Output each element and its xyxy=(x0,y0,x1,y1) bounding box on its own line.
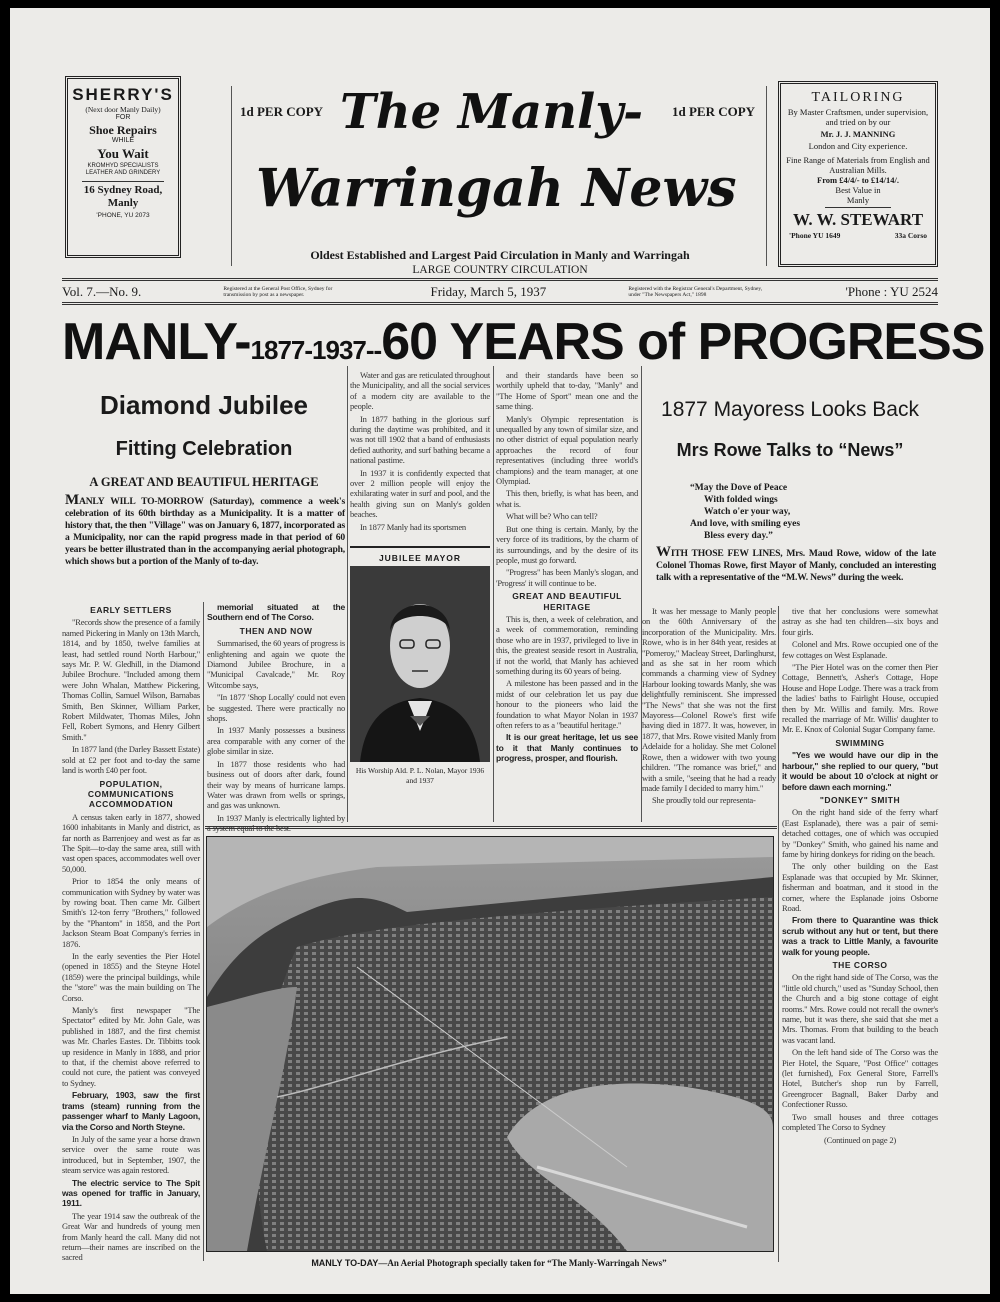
ad-phone: 'PHONE, YU 2073 xyxy=(96,211,150,219)
paragraph: In 1877 land (the Darley Bassett Estate) sold at £2 per foot and to-day the same land is worth £40 per foot. xyxy=(62,744,200,776)
column-1 xyxy=(62,602,200,1265)
paragraph: tive that her conclusions were somewhat astray as she had ten children—six boys and four girls. xyxy=(782,606,938,637)
headline-years: 1877-1937-- xyxy=(250,335,382,365)
ad-specialty: KROMHYD SPECIALISTS xyxy=(87,163,159,170)
registration-note: Registered at the General Post Office, Sydney for transmission by post as a newspaper. xyxy=(223,286,333,298)
masthead-circulation: LARGE COUNTRY CIRCULATION xyxy=(412,264,588,276)
paragraph: "Progress" has been Manly's slogan, and 'Progress' it will continue to be. xyxy=(496,567,638,588)
paragraph: In the early seventies the Pier Hotel (opened in 1855) and the Steyne Hotel (1859) were the principal buildings, while the "store" was the main building on The Corso. xyxy=(62,951,200,1003)
paragraph: A milestone has been passed and in the midst of our celebration let us pay due honour to the pioneers who laid the foundation to what Mayor Nolan in 1937 often refers to as a "beautiful heritage." xyxy=(496,678,638,730)
paragraph: Two small houses and three cottages completed The Corso to Sydney xyxy=(782,1111,938,1133)
paragraph: In 1877 Manly had its sportsmen xyxy=(360,521,466,532)
ad-while: WHILE xyxy=(111,137,135,145)
main-headline xyxy=(62,312,985,372)
mayor-heading: JUBILEE MAYOR xyxy=(378,553,462,563)
ad-line: You Wait xyxy=(97,145,149,161)
paragraph: Colonel and Mrs. Rowe occupied one of the few cottages on West Esplanade. xyxy=(782,639,938,660)
paragraph: memorial situated at the Southern end of The Corso. xyxy=(207,602,345,623)
column-5 xyxy=(642,606,776,808)
paragraph: February, 1903, saw the first trams (steam) running from the passenger wharf to Manly Lagoon, via the Corso and North Steyne. xyxy=(62,1090,200,1132)
tailoring-advertisement xyxy=(778,81,938,267)
paragraph: It is our great heritage, let us see to it that Manly continues to progress, prosper, and flourish. xyxy=(496,732,638,764)
paragraph: In July of the same year a horse drawn service over the same route was introduced, but in September, 1907, the steam service was again restored. xyxy=(62,1133,200,1176)
ad-firm: W. W. STEWART xyxy=(792,210,924,230)
section-heading: EARLY SETTLERS xyxy=(90,605,172,615)
poem-line: And love, with smiling eyes xyxy=(690,519,801,529)
paragraph: This is, then, a week of celebration, and a week of commemoration, reminding those who are in 1937, privileged to live in this, the greatest seaside resort in Australia, if not the world, that Manly has achieved something during its 60 years of being. xyxy=(496,613,638,676)
paragraph: She proudly told our representa- xyxy=(652,795,756,806)
story-intro xyxy=(65,494,345,568)
paragraph: "In 1877 'Shop Locally' could not even be suggested. There were practically no shops. xyxy=(207,692,345,724)
paragraph: (Continued on page 2) xyxy=(823,1134,897,1145)
registration-note: Registered with the Registrar General's Department, Sydney, under "The Newspapers Act," 1898 xyxy=(628,286,763,298)
mayor-caption: His Worship Ald. P. L. Nolan, Mayor 1936 and 1937 xyxy=(355,766,485,785)
paragraph: What will be? Who can tell? xyxy=(506,511,598,522)
mayor-portrait-image xyxy=(350,566,490,762)
section-heading: "DONKEY" SMITH xyxy=(819,794,901,805)
drop-initial: M xyxy=(65,492,79,508)
poem-line: “May the Dove of Peace xyxy=(690,483,788,493)
price-left: 1d PER COPY xyxy=(240,104,324,119)
paragraph: On the left hand side of The Corso was the Pier Hotel, the Square, "Post Office" cottages (let furnished), Fox General Store, Farrell's Hotel, Butcher's shop run by Farrell, Greengrocer Bagnall, Baker Darby and Confectioner Russo. xyxy=(782,1047,938,1110)
paragraph: Water and gas are reticulated throughout the Municipality, and all the social services of a modern city are available to the people. xyxy=(350,370,490,412)
paragraph: The year 1914 saw the outbreak of the Great War and hundreds of young men from Manly heard the call. Many did not return—their names are inscribed on the sacred xyxy=(62,1210,200,1263)
newspaper-page xyxy=(10,8,990,1294)
story-subtitle: Mrs Rowe Talks to “News” xyxy=(676,440,904,460)
paragraph: "The Pier Hotel was on the corner then Pier Cottage, Bennett's, Asher's Cottage, Hope House and Hope Lodge. There was a track from the ladies' baths to Fairlight House, occupied then by Mr. Willis and family. Mrs. Rowe recalled the marriage of Mr. Willis' daughter to Mr. E. Knox of Colonial Sugar Company fame. xyxy=(782,662,938,735)
paragraph: Summarised, the 60 years of progress is enlightening and again we quote the Diamond Jubilee Brochure, in a "Municipal Cavalcade," Mr. Roy Witcombe says, xyxy=(207,638,345,690)
story-title: 1877 Mayoress Looks Back xyxy=(661,398,919,421)
caption-bold: MANLY TO-DAY xyxy=(311,1258,379,1268)
paragraph: Manly's first newspaper "The Spectator" edited by Mr. John Gale, was published in 1887, and the first chemist was Mr. Charles Eastes. Dr. Tibbitts took up residence in Manly in 1888, and prior to that, if the chemist above referred to could not cure, the patient was conveyed to Sydney. xyxy=(62,1005,200,1088)
paragraph: It was her message to Manly people on the 60th Anniversary of the incorporation of the Municipality. Mrs. Rowe, who is in her 84th year, resides at "Pomeroy," Macleay Street, Darlinghurst, and as she sat in her room which commands a charming view of Sydney Harbour looking towards Manly, she was delightfully reminiscent. She impressed "The News" that she was not the first Mayoress—Colonel Rowe's first wife having died in 1877. It was, however, in 1877, that Mrs. Rowe visited Manly from Adelaide for a holiday. She met Colonel Rowe, then a widower with two young children. "The romance was brief," and with a smile, "seeing that he had a ready made family I decided to marry him." xyxy=(642,606,776,793)
story-title: Diamond Jubilee xyxy=(99,390,309,420)
ad-address: 16 Sydney Road, xyxy=(83,183,163,196)
story-subtitle: Fitting Celebration xyxy=(115,438,293,460)
poem-line: Watch o'er your way, xyxy=(704,507,791,517)
paragraph: In 1877 those residents who had business out of doors after dark, found their way by means of hurricane lamps. Water was drawn from wells or springs, and gas was unknown. xyxy=(207,758,345,811)
ad-for: FOR xyxy=(115,114,131,122)
paragraph: and their standards have been so worthily upheld that to-day, "Manly" and "The Home of Sport" mean one and the same thing. xyxy=(496,370,638,412)
price-right: 1d PER COPY xyxy=(672,104,756,119)
paragraph: But one thing is certain. Manly, by the very force of its traditions, by the charm of its surroundings, and by the desire of its people, must go forward. xyxy=(496,523,638,565)
paragraph: This then, briefly, is what has been, and what is. xyxy=(496,488,638,509)
paragraph: In 1937 it is confidently expected that over 2 million people will enjoy the exhilarating water in surf and pool, and the health giving sun on Manly's golden beaches. xyxy=(350,467,490,520)
poem xyxy=(690,482,800,542)
intro-text: ITH THOSE FEW LINES, Mrs. Maud Rowe, widow of the late Colonel Thomas Rowe, first Mayor of Manly, concluded an interesting talk with a representative of the “M.W. News” during the week. xyxy=(656,548,936,583)
section-heading: THEN AND NOW xyxy=(239,625,313,636)
issue-date: Friday, March 5, 1937 xyxy=(430,284,547,299)
volume-number: Vol. 7.—No. 9. xyxy=(62,284,142,299)
mayor-portrait xyxy=(350,566,490,762)
column-2 xyxy=(207,602,345,836)
masthead-title-line1: The Manly- xyxy=(340,84,644,140)
ad-phone: 'Phone YU 1649 xyxy=(789,230,841,240)
drop-initial: W xyxy=(656,544,671,560)
paragraph: From there to Quarantine was thick scrub without any hut or tent, but there was a track to Little Manly, a favourite walk for young people. xyxy=(782,915,938,957)
story-kicker: A GREAT AND BEAUTIFUL HERITAGE xyxy=(89,475,319,489)
sherrys-advertisement xyxy=(65,76,181,258)
poem-line: With folded wings xyxy=(704,495,778,505)
paragraph: Manly's Olympic representation is unequalled by any town of similar size, and no other district of equal population nearly approaches the record of four representatives (including three world's champions) and the team manager, at one Olympiad. xyxy=(496,413,638,487)
ad-price: From £4/4/- to £14/14/. xyxy=(817,174,899,185)
section-heading: SWIMMING xyxy=(835,737,885,748)
masthead-title-line2: Warringah News xyxy=(256,158,737,219)
paragraph: On the right hand side of The Corso, was the "little old church," used as "Sunday School, then the Church and a big stone cottage of eight rooms." Mrs. Rowe could not recall the owner's name, but it was there, she said that she met a Mrs. Thomas. From that building to the beach was vacant land. xyxy=(782,972,938,1045)
ad-line: London and City experience. xyxy=(808,141,908,152)
caption-text: —An Aerial Photograph specially taken for “The Manly-Warringah News” xyxy=(378,1258,667,1268)
ad-line: Shoe Repairs xyxy=(89,122,157,137)
ad-note: (Next door Manly Daily) xyxy=(85,105,161,115)
section-heading: THE CORSO xyxy=(832,960,888,970)
ad-title: TAILORING xyxy=(811,90,905,105)
aerial-photo-image xyxy=(207,837,773,1251)
column-6 xyxy=(782,606,938,1147)
paragraph: On the right hand side of the ferry wharf (East Esplanade), there was a pair of semi-detached cottages, one of which was occupied by "Donkey" Smith, who gained his name and fame by hiring donkeys for riding on the beach. xyxy=(782,807,938,859)
paragraph: In 1937 Manly is electrically lighted by a system equal to the best. xyxy=(207,812,345,834)
ad-line: Best Value in Manly xyxy=(825,185,891,208)
headline-part: 60 YEARS of PROGRESS xyxy=(381,313,985,371)
column-4 xyxy=(496,370,638,766)
masthead-tagline: Oldest Established and Largest Paid Circulation in Manly and Warringah xyxy=(310,248,690,262)
aerial-photograph xyxy=(206,836,774,1252)
ad-address: Manly xyxy=(107,196,139,209)
ad-line: By Master Craftsmen, under supervision, and tried on by our xyxy=(787,106,929,127)
dateline xyxy=(62,283,938,301)
paragraph: The electric service to The Spit was opened for traffic in January, 1911. xyxy=(62,1177,200,1209)
photo-caption xyxy=(206,1258,772,1268)
paragraph: In 1877 bathing in the glorious surf during the daytime was prohibited, and it was not till 1902 that a band of enthusiasts defied authority, and surf bathing became a national pastime. xyxy=(350,413,490,466)
section-heading: GREAT AND BEAUTIFUL HERITAGE xyxy=(512,591,622,612)
paragraph: The only other building on the East Esplanade was that occupied by Mr. Skinner, fisherman and boatman, and it stood in the corner, where the Esplanade joins Osborne Road. xyxy=(782,861,938,913)
ad-line: Fine Range of Materials from English and Australian Mills. xyxy=(786,154,930,175)
intro-text: ANLY WILL TO-MORROW (Saturday), commence a week's celebration of its 60th birthday as a Municipality. It is a matter of history that, the then "Village" was on January 6, 1877, incorporated as a Municipality, nor can the rapid progress made in that period of 60 years be better illustrated than in the accompanying aerial photograph, which shows but a portion of the Manly of to-day. xyxy=(65,496,345,567)
paragraph: "Records show the presence of a family named Pickering in Manly on 13th March, 1814, and by 1850, twelve families at least, had settled round North Harbour," says Mr. P. W. Gledhill, in the Diamond Jubilee Brochure. "Included among them were John Whalan, Matthew Pickering, Thomas Collin, Samuel Wilson, Barnabas Smith, Ben Skinner, William Parker, Robert Mildwater, Thomas Miles, John Fell, Robert Symons, and Henry Gilbert Smith." xyxy=(62,617,200,742)
ad-specialty: LEATHER AND GRINDERY xyxy=(82,170,164,181)
poem-line: Bless every day.” xyxy=(704,531,773,541)
office-phone: 'Phone : YU 2524 xyxy=(845,284,938,299)
ad-name: SHERRY'S xyxy=(72,85,174,104)
ad-address: 33a Corso xyxy=(894,230,927,240)
paragraph: "Yes we would have our dip in the harbour," she replied to our query, "but it would be about 10 o'clock at night or before dawn each morning." xyxy=(782,750,938,792)
ad-name: Mr. J. J. MANNING xyxy=(820,129,896,140)
paragraph: A census taken early in 1877, showed 1600 inhabitants in Manly and district, as far north as Barrenjoey and west as far as The Spit—to-day the same area, still with vast open spaces, accommodates well over 50,000. xyxy=(62,811,200,874)
column-3 xyxy=(350,370,490,534)
paragraph: Prior to 1854 the only means of communication with Sydney by water was by rowing boat. Then came Mr. Gilbert Smith's 12-ton ferry "Brothers," followed by the "Phantom" in 1858, and the Port Jackson Steam Boat Company's ferries in 1876. xyxy=(62,876,200,949)
section-heading: POPULATION, COMMUNICATIONS ACCOMMODATION xyxy=(87,778,175,810)
story-intro xyxy=(656,546,936,584)
headline-part: MANLY- xyxy=(62,313,251,371)
paragraph: In 1937 Manly possesses a business area comparable with any corner of the globe similar in size. xyxy=(207,725,345,757)
